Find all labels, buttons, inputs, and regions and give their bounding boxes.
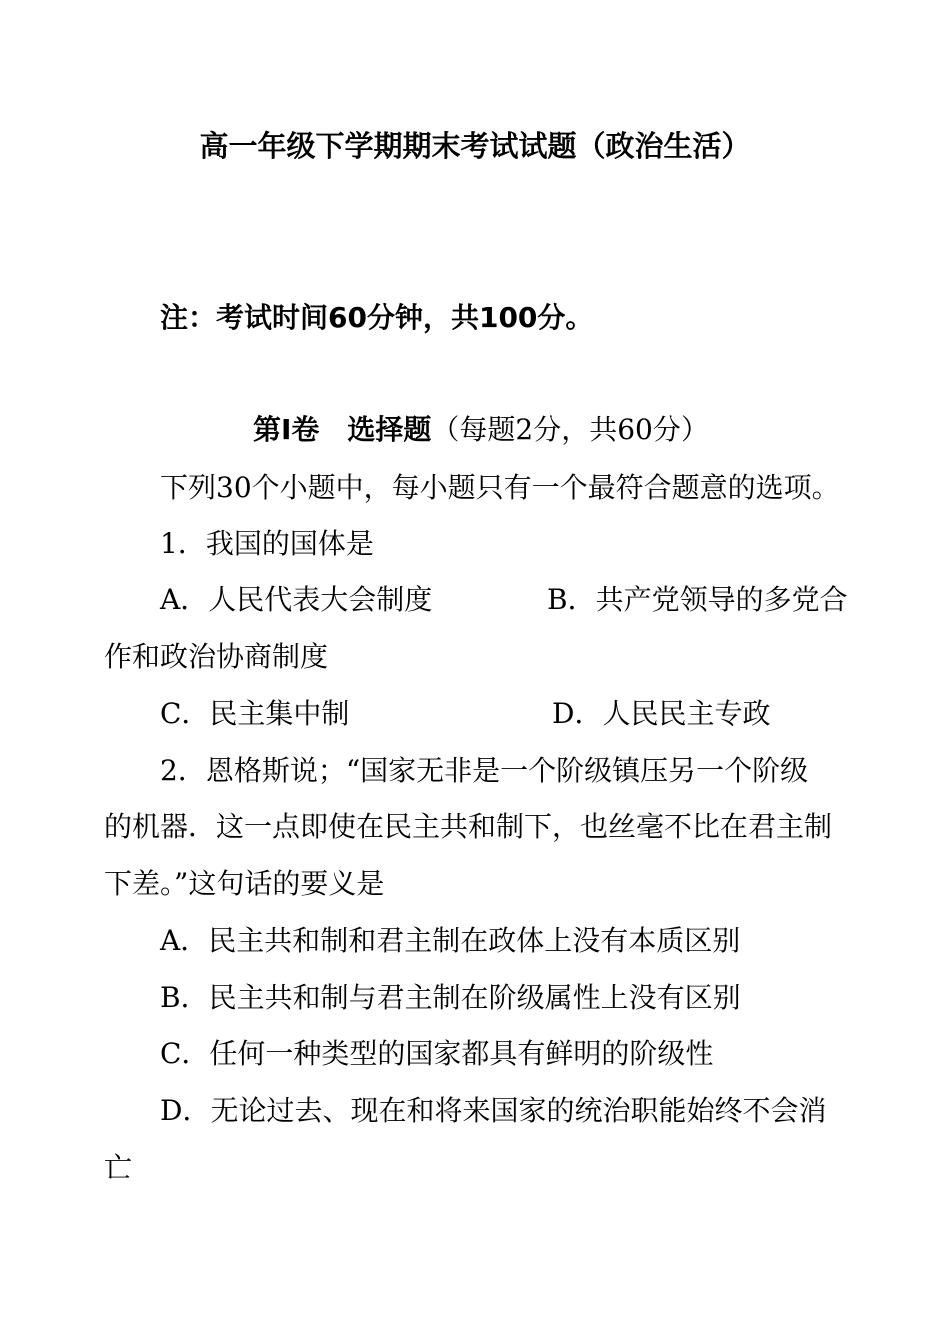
question-1-option-c: C．民主集中制 xyxy=(160,697,350,730)
section-scoring: （每题2分，共60分） xyxy=(431,413,709,446)
exam-title: 高一年级下学期期末考试试题（政治生活） xyxy=(199,129,751,163)
question-2-stem-end: 下差。”这句话的要义是 xyxy=(104,867,385,900)
section-header xyxy=(253,410,709,450)
exam-note: 注：考试时间60分钟，共100分。 xyxy=(160,301,594,334)
question-2-option-d: D．无论过去、现在和将来国家的统治职能始终不会消 xyxy=(160,1094,827,1127)
section-heading: 第Ⅰ卷 选择题 xyxy=(253,413,432,446)
question-1-stem: 1．我国的国体是 xyxy=(160,527,374,560)
question-1-option-b-cont: 作和政治协商制度 xyxy=(104,640,329,673)
question-1-option-b: B．共产党领导的多党合 xyxy=(547,583,848,616)
question-1-option-d: D．人民民主专政 xyxy=(552,697,771,730)
question-2-option-c: C．任何一种类型的国家都具有鲜明的阶级性 xyxy=(160,1037,714,1070)
question-2-option-a: A．民主共和制和君主制在政体上没有本质区别 xyxy=(160,924,741,957)
question-2-stem-cont: 的机器．这一点即使在民主共和制下，也丝毫不比在君主制 xyxy=(104,810,833,843)
question-2-option-d-cont: 亡 xyxy=(104,1151,133,1184)
question-2-stem: 2．恩格斯说；“国家无非是一个阶级镇压另一个阶级 xyxy=(160,754,809,787)
question-1-option-a: A．人民代表大会制度 xyxy=(160,583,433,616)
instruction-text: 下列30个小题中，每小题只有一个最符合题意的选项。 xyxy=(160,471,840,504)
question-2-option-b: B．民主共和制与君主制在阶级属性上没有区别 xyxy=(160,981,741,1014)
